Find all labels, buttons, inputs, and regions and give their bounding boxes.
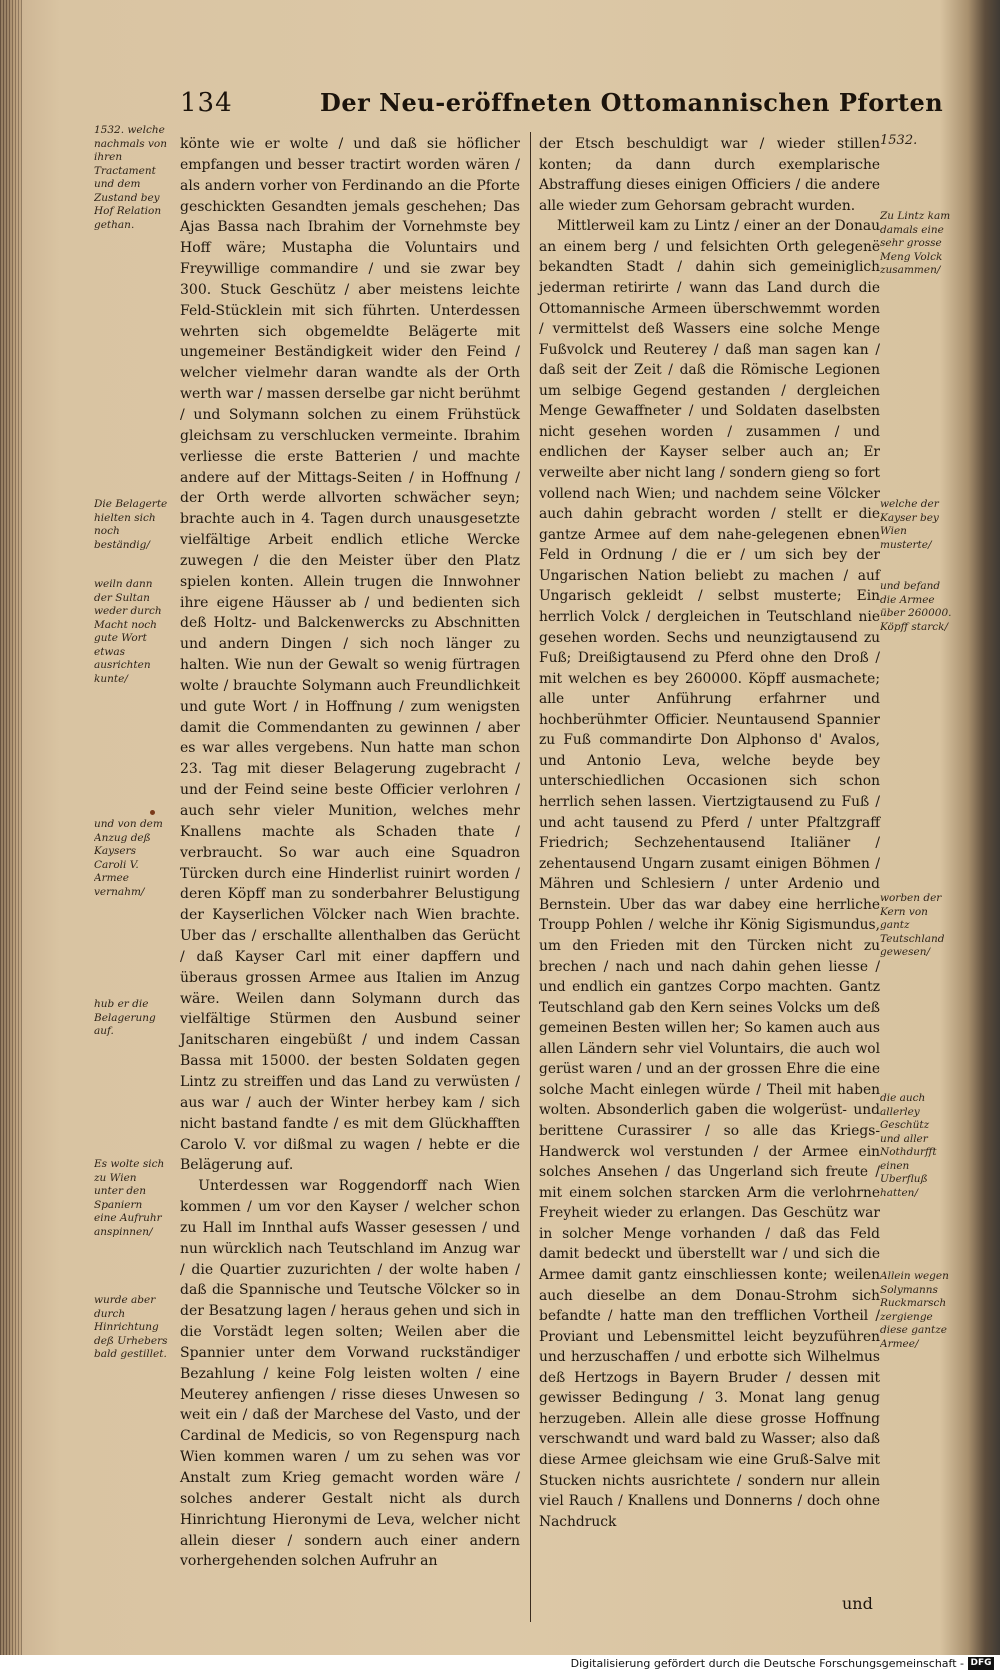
margin-note-right: worben der Kern von gantz Teutschland gewesen/ xyxy=(880,892,945,958)
margin-note-right: Zu Lintz kam damals eine sehr grosse Meng Volck zusammen/ xyxy=(880,210,951,276)
text-column-right xyxy=(539,134,880,1532)
margin-note-left: Die Belagerte hielten sich noch beständig/ xyxy=(94,498,168,551)
footer-credit: Digitalisierung gefördert durch die Deutsche Forschungsgemeinschaft - xyxy=(570,1657,964,1670)
margin-note-left: und von dem Anzug deß Kaysers Caroli V. Armee vernahm/ xyxy=(94,818,163,898)
margin-note-right: Allein wegen Solymanns Ruckmarsch zergienge diese gantze Armee/ xyxy=(880,1270,949,1350)
page-number: 134 xyxy=(180,88,233,118)
margin-note-left: weiln dann der Sultan weder durch Macht noch gute Wort etwas ausrichten kunte/ xyxy=(94,578,162,685)
text-column-left xyxy=(180,134,520,1572)
paragraph: könte wie er wolte / und daß sie höflicher empfangen und besser tractirt worden wären / als andern vorher von Ferdinando an die Pforte geschickten Gesandten jemals geschehen; Das Ajas Bassa nach Ibrahim der Vornehmste bey Hoff wäre; Mustapha die Voluntairs und Freywillige commandire / und sie zwar bey 300. Stuck Geschütz / aber meistens leichte Feld-Stücklein mit sich führten. Unterdessen wehrten sich obgemeldte Belägerte mit ungemeiner Beständigkeit wider den Feind / welcher vielmehr daran wandte als der Orth werth war / massen derselbe gar nicht berühmt / und Solymann solchen zu einem Frühstück gleichsam zu verschlucken vermeinte. Ibrahim verliesse die erste Batterien / und machte andere auf der Mittags-Seiten / in Hoffnung / der Orth werde allvorten schwächer seyn; brachte auch in 4. Tagen durch unausgesetzte vielfältige Arbeit endlich etliche Wercke zuwegen / die den Meister über den Platz spielen konten. Allein trugen die Innwohner ihre eigene Häusser ab / und bedienten sich deß Holtz- und Balckenwercks zu Abschnitten und andern Dingen / sich noch länger zu halten. Wie nun der Gewalt so wenig fürtragen wolte / brauchte Solymann auch Freundlichkeit und gute Wort / in Hoffnung / zum wenigsten damit die Commendanten zu gewinnen / aber es war alles vergebens. Nun hatte man schon 23. Tag mit dieser Belagerung zugebracht / und der Feind seine beste Officier verlohren / auch sehr vieler Munition, welches mehr Knallens machte als Schaden thate / verbraucht. So war auch eine Squadron Türcken durch eine Hinderlist ruinirt worden / deren Köpff man zu sonderbahrer Belustigung der Kayserlichen Völcker nach Wien brachte. Uber das / erschallte allenthalben das Gerücht / daß Kayser Carl mit einer dapffern und überaus grossen Armee aus Italien im Anzug wäre. Weilen dann Solymann durch das vielfältige Stürmen den Ausbund seiner Janitscharen eingebüßt / und indem Cassan Bassa mit 15000. der besten Soldaten gegen Lintz zu streiffen und das Land zu verwüsten / aus war / auch der Winter herbey kam / sich nicht bastand fandte / es mit dem Glückhafften Carolo V. vor dißmal zu wagen / hebte er die Belägerung auf. xyxy=(180,136,520,1174)
margin-note-left: Es wolte sich zu Wien unter den Spaniern eine Aufruhr anspinnen/ xyxy=(94,1158,165,1238)
page-header xyxy=(180,88,944,128)
paragraph: Unterdessen war Roggendorff nach Wien kommen / um vor den Kayser / welcher schon zu Hall im Innthal aufs Wasser gesessen / und nun würcklich nach Teutschland im Anzug war / die Quartier zuzurichten / der wolte haben / daß die Spannische und Teutsche Völcker so in der Besatzung lagen / heraus gehen und sich in die Vorstädt legen solten; Weilen aber die Spannier unter dem Vorwand ruckständiger Bezahlung / keine Folg leisten wolten / eine Meuterey anfiengen / risse dieses Unwesen so weit ein / daß der Marchese del Vasto, und der Cardinal de Medicis, so von Regenspurg nach Wien kommen waren / um zu sehen was vor Anstalt zum Krieg gemacht worden wäre / solches anderer Gestalt nicht als durch Hinrichtung Hieronymi de Leva, welcher nicht allein dieser / sondern auch einer andern vorhergehenden solchen Aufruhr an xyxy=(180,1178,520,1570)
margin-note-left: 1532. welche nachmals von ihren Tractament und dem Zustand bey Hof Relation gethan. xyxy=(94,124,167,231)
margin-note-right: und befand die Armee über 260000. Köpff starck/ xyxy=(880,580,952,633)
catchword: und xyxy=(842,1594,873,1613)
margin-note-right: 1532. xyxy=(880,134,918,148)
margin-note-right: die auch allerley Geschütz und aller Nothdurfft einen Uberfluß hatten/ xyxy=(880,1092,937,1199)
margin-note-right: welche der Kayser bey Wien musterte/ xyxy=(880,498,939,551)
page-edges xyxy=(0,0,22,1655)
paragraph: Mittlerweil kam zu Lintz / einer an der Donau an einem berg / und felsichten Orth gelegenë bekandten Stadt / dahin sich gemeiniglich jederman retirirte / wann das Land durch die Ottomannische Armeen überschwemmt worden / vermittelst deß Wassers eine solche Menge Fußvolck und Reuterey / daß man sagen kan / daß seit der Zeit / daß die Römische Legionen um selbige Gegend gestanden / dergleichen Menge Gewaffneter / und Soldaten daselbsten nicht gesehen worden / zusammen / und endlichen der Kayser selber auch an; Er verweilte aber nicht lang / sondern gieng so fort vollend nach Wien; und nachdem seine Völcker auch dahin gebracht worden / stellt er die gantze Armee auf dem nahe-gelegenen ebnen Feld in Ordnung / die er / um sich bey der Ungarischen Nation beliebt zu machen / auf Ungarisch gekleidt / selbst musterte; Ein herrlich Volck / dergleichen in Teutschland nie gesehen worden. Sechs und neunzigtausend zu Fuß; Dreißigtausend zu Pferd ohne den Droß / mit welchen es bey 260000. Köpff ausmachete; alle unter Anführung erfahrner und hochberühmter Officier. Neuntausend Spannier zu Fuß commandirte Don Alphonso d' Avalos, und Antonio Leva, welche beyde bey unterschiedlichen Occasionen sich schon herrlich sehen lassen. Viertzigtausend zu Fuß / und acht tausend zu Pferd / unter Pfaltzgraff Friedrich; Sechzehentausend Italiäner / zehentausend Ungarn zusamt einigen Böhmen / Mähren und Schlesiern / unter Ardenio und Bernstein. Uber das war dabey eine herrliche Troupp Pohlen / welche ihr König Sigismundus, um den Frieden mit den Türcken nicht zu brechen / nach und nach dahin gehen liesse / und endlich ein gantzes Corpo machten. Gantz Teutschland gab den Kern seines Volcks um deß gemeinen Besten willen her; So kamen auch aus allen Ländern sehr viel Voluntairs, die auch wol gerüst waren / und an der grossen Ehre die eine solche Macht einlegen würde / Theil mit haben wolten. Absonderlich gaben die wolgerüst- und berittene Curassirer / so alle das Kriegs-Handwerck wol verstunden / der Armee ein solches Ansehen / das Ungerland sich freute / mit einem solchen starcken Arm die verlohrne Freyheit wieder zu erlangen. Das Geschütz war in solcher Menge vorhanden / daß das Feld damit bedeckt und überstellt war / und sich die Armee damit gantz einschliessen konte; weilen auch dieselbe an dem Donau-Strohm sich befandte / hatte man den trefflichen Vortheil / Proviant und Lebensmittel leicht beyzuführen und herzuschaffen / und erbotte sich Wilhelmus deß Hertzogs in Bayern Bruder / dessen mit gewisser Bedingung / 3. Monat lang genug herzugeben. Allein alle diese grosse Hoffnung verschwandt und ward bald zu Wasser; also daß diese Armee gleichsam wie eine Gruß-Salve mit Stucken nichts ausrichtete / sondern nur allein viel Rauch / Knallens und Donnerns / doch ohne Nachdruck xyxy=(539,218,880,1530)
dfg-logo: DFG xyxy=(968,1657,994,1670)
margin-note-left: hub er die Belagerung auf. xyxy=(94,998,156,1037)
column-rule xyxy=(530,132,531,1622)
digitization-footer xyxy=(0,1655,1000,1673)
ink-spot xyxy=(150,810,155,815)
paragraph: der Etsch beschuldigt war / wieder stillen konten; da dann durch exemplarische Abstraffung dieses einigen Officiers / die andere alle wieder zum Gehorsam gebracht wurden. xyxy=(539,136,880,214)
margin-note-left: wurde aber durch Hinrichtung deß Urhebers bald gestillet. xyxy=(94,1294,168,1360)
running-head: Der Neu-eröffneten Ottomannischen Pforten xyxy=(320,88,944,117)
